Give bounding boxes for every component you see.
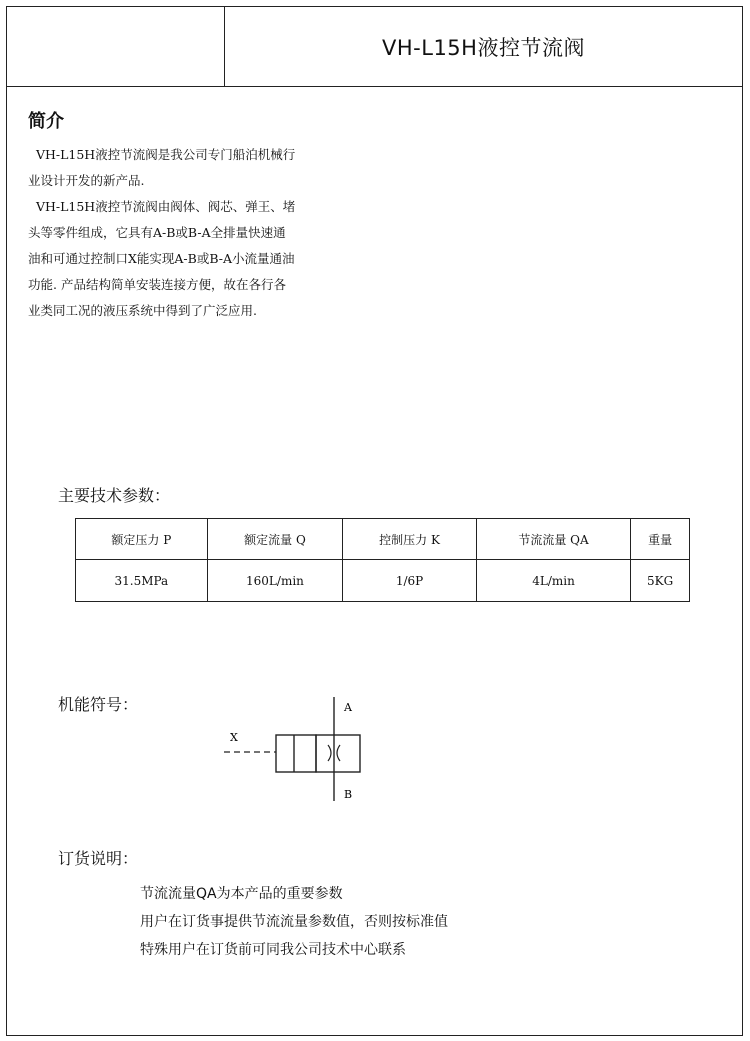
intro-heading: 简介 bbox=[28, 111, 64, 132]
order-heading: 订货说明： bbox=[58, 849, 139, 868]
title-block-blank-cell bbox=[7, 7, 225, 86]
valve-symbol-diagram bbox=[210, 695, 380, 805]
header-control-pressure: 控制压力 K bbox=[343, 519, 477, 560]
header-weight: 重量 bbox=[631, 519, 690, 560]
title-block bbox=[7, 7, 742, 87]
order-note: 节流流量QA为本产品的重要参数 bbox=[140, 886, 343, 902]
intro-line: 功能. 产品结构简单安装连接方便，故在各行各 bbox=[28, 277, 286, 292]
port-x-label: X bbox=[230, 731, 238, 744]
value-weight: 5KG bbox=[631, 560, 690, 602]
intro-line: 业类同工况的液压系统中得到了广泛应用. bbox=[28, 303, 257, 318]
intro-line: 头等零件组成，它具有A-B或B-A全排量快速通 bbox=[28, 225, 286, 240]
throttle-arc-right bbox=[337, 745, 340, 761]
intro-line: 业设计开发的新产品. bbox=[28, 173, 145, 188]
params-heading: 主要技术参数： bbox=[58, 486, 171, 505]
port-b-label: B bbox=[344, 788, 353, 801]
throttle-arc-left bbox=[328, 745, 331, 761]
header-throttle-flow: 节流流量 QA bbox=[476, 519, 630, 560]
value-throttle-flow: 4L/min bbox=[476, 560, 630, 602]
intro-line: VH-L15H液控节流阀是我公司专门船泊机械行 bbox=[28, 147, 296, 162]
page-title: VH-L15H液控节流阀 bbox=[382, 35, 585, 60]
header-rated-pressure: 额定压力 P bbox=[76, 519, 208, 560]
params-header-row bbox=[76, 519, 690, 560]
value-rated-flow: 160L/min bbox=[207, 560, 343, 602]
intro-paragraph bbox=[28, 142, 328, 324]
params-value-row bbox=[76, 560, 690, 602]
symbol-heading: 机能符号： bbox=[58, 695, 139, 714]
valve-envelope-left bbox=[276, 735, 316, 772]
intro-line: 油和可通过控制口X能实现A-B或B-A小流量通油 bbox=[28, 251, 295, 266]
intro-line: VH-L15H液控节流阀由阀体、阀芯、弹王、堵 bbox=[28, 199, 296, 214]
order-note: 特殊用户在订货前可同我公司技术中心联系 bbox=[140, 942, 406, 958]
order-note: 用户在订货事提供节流流量参数值，否则按标准值 bbox=[140, 914, 448, 930]
valve-envelope-right bbox=[316, 735, 360, 772]
value-rated-pressure: 31.5MPa bbox=[76, 560, 208, 602]
value-control-pressure: 1/6P bbox=[343, 560, 477, 602]
order-notes bbox=[140, 880, 448, 964]
params-table bbox=[75, 518, 690, 602]
port-a-label: A bbox=[344, 701, 352, 714]
header-rated-flow: 额定流量 Q bbox=[207, 519, 343, 560]
